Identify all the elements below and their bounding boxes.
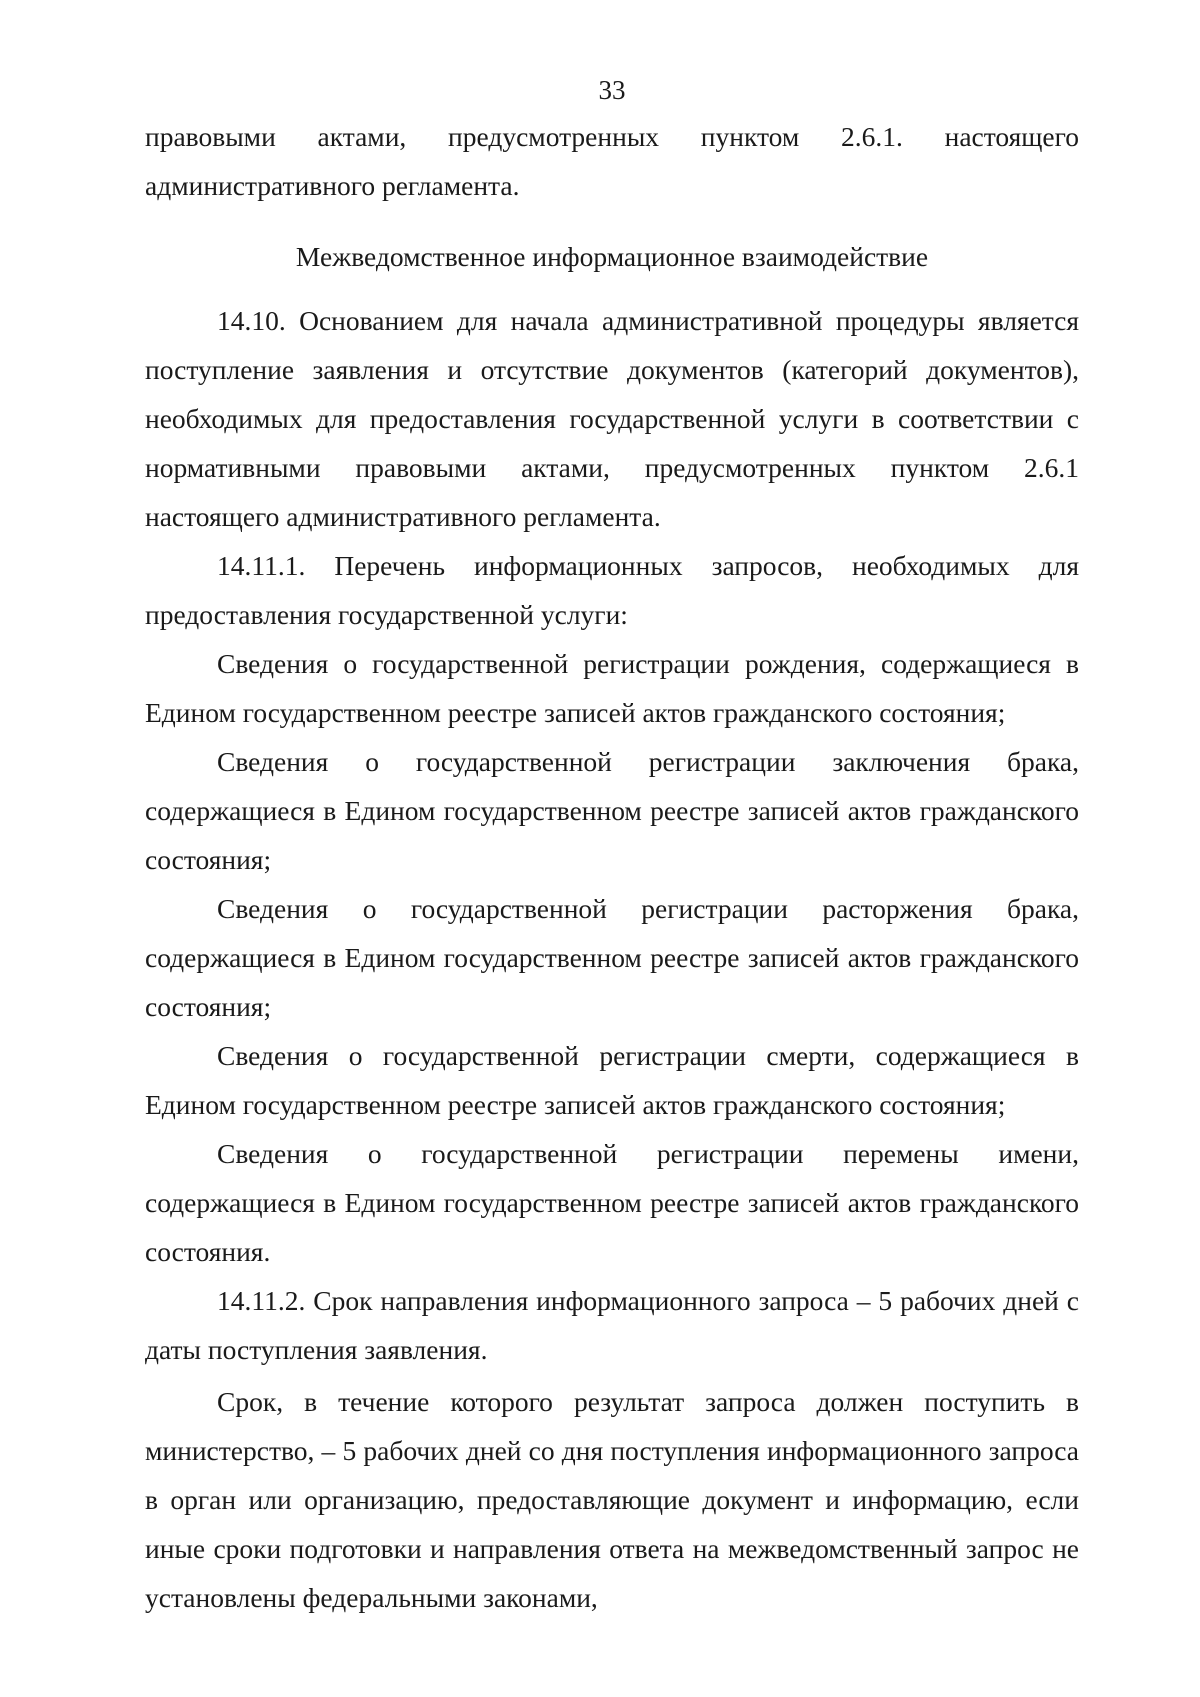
paragraph-death-registration: Сведения о государственной регистрации смерти, содержащиеся в Едином государственном реестре записей актов гражданского состояния; (145, 1040, 1079, 1120)
page-number: 33 (598, 75, 626, 105)
paragraph-14-11-2: 14.11.2. Срок направления информационного запроса – 5 рабочих дней с даты поступления заявления. (145, 1285, 1079, 1365)
paragraph-divorce-registration: Сведения о государственной регистрации расторжения брака, содержащиеся в Едином государственном реестре записей актов гражданского состояния; (145, 893, 1079, 1022)
paragraph-continuation: правовыми актами, предусмотренных пунктом 2.6.1. настоящего административного регламента. (145, 121, 1079, 201)
section-heading: Межведомственное информационное взаимодействие (295, 241, 929, 272)
paragraph-14-11-1: 14.11.1. Перечень информационных запросов, необходимых для предоставления государственной услуги: (145, 550, 1079, 630)
paragraph-birth-registration: Сведения о государственной регистрации рождения, содержащиеся в Едином государственном реестре записей актов гражданского состояния; (145, 648, 1079, 728)
paragraph-marriage-registration: Сведения о государственной регистрации заключения брака, содержащиеся в Едином государственном реестре записей актов гражданского состояния; (145, 746, 1079, 875)
paragraph-response-term: Срок, в течение которого результат запроса должен поступить в министерство, – 5 рабочих дней со дня поступления информационного запроса в орган или организацию, предоставляющие документ и информацию, если иные сроки подготовки и направления ответа на межведомственный запрос не установлены федеральными законами, (145, 1386, 1079, 1613)
paragraph-name-change-registration: Сведения о государственной регистрации перемены имени, содержащиеся в Едином государственном реестре записей актов гражданского состояния. (145, 1138, 1079, 1267)
document-body (145, 112, 1079, 1622)
paragraph-14-10: 14.10. Основанием для начала административной процедуры является поступление заявления и отсутствие документов (категорий документов), необходимых для предоставления государственной услуги в соответствии с нормативными правовыми актами, предусмотренных пунктом 2.6.1 настоящего административного регламента. (145, 305, 1079, 532)
